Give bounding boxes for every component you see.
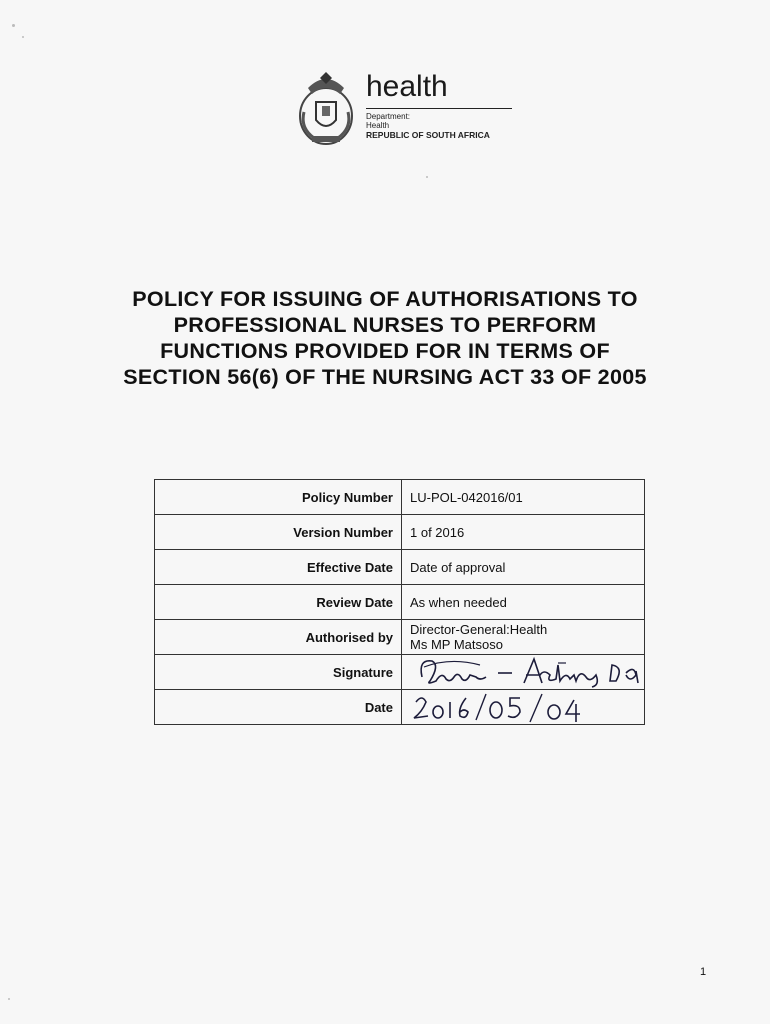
date-label: Date — [155, 690, 402, 725]
letterhead-department-label: Department: — [366, 112, 411, 121]
effective-date-label: Effective Date — [155, 550, 402, 585]
title-line: SECTION 56(6) OF THE NURSING ACT 33 OF 2005 — [123, 365, 647, 389]
page-number: 1 — [700, 966, 707, 978]
coat-of-arms-icon — [294, 72, 358, 146]
table-row — [155, 655, 645, 690]
effective-date-value: Date of approval — [402, 550, 645, 585]
signature-value — [402, 655, 645, 690]
title-line: POLICY FOR ISSUING OF AUTHORISATIONS TO — [132, 287, 638, 311]
title-line: FUNCTIONS PROVIDED FOR IN TERMS OF — [160, 339, 610, 363]
letterhead-title: health — [366, 70, 448, 103]
table-row — [155, 550, 645, 585]
scan-speck — [426, 176, 428, 178]
handwritten-date — [410, 690, 650, 724]
scan-speck — [12, 24, 15, 27]
version-number-value: 1 of 2016 — [402, 515, 645, 550]
authoriser-name: Ms MP Matsoso — [410, 637, 503, 652]
table-row — [155, 690, 645, 725]
scan-speck — [22, 36, 24, 38]
letterhead — [294, 70, 524, 150]
date-value — [402, 690, 645, 725]
letterhead-department-name: Health — [366, 121, 390, 130]
scan-speck — [8, 998, 10, 1000]
title-line: PROFESSIONAL NURSES TO PERFORM — [173, 313, 597, 337]
version-number-label: Version Number — [155, 515, 402, 550]
document-title — [60, 286, 710, 390]
review-date-value: As when needed — [402, 585, 645, 620]
policy-info-table — [154, 479, 645, 725]
authorised-by-label: Authorised by — [155, 620, 402, 655]
table-row — [155, 480, 645, 515]
signature-label: Signature — [155, 655, 402, 690]
table-row — [155, 515, 645, 550]
letterhead-country: REPUBLIC OF SOUTH AFRICA — [366, 130, 490, 140]
authoriser-title: Director-General:Health — [410, 622, 548, 637]
table-row — [155, 585, 645, 620]
letterhead-rule — [366, 108, 512, 109]
policy-number-value: LU-POL-042016/01 — [402, 480, 645, 515]
handwritten-signature — [410, 655, 650, 689]
policy-number-label: Policy Number — [155, 480, 402, 515]
table-row — [155, 620, 645, 655]
review-date-label: Review Date — [155, 585, 402, 620]
authorised-by-value — [402, 620, 645, 655]
